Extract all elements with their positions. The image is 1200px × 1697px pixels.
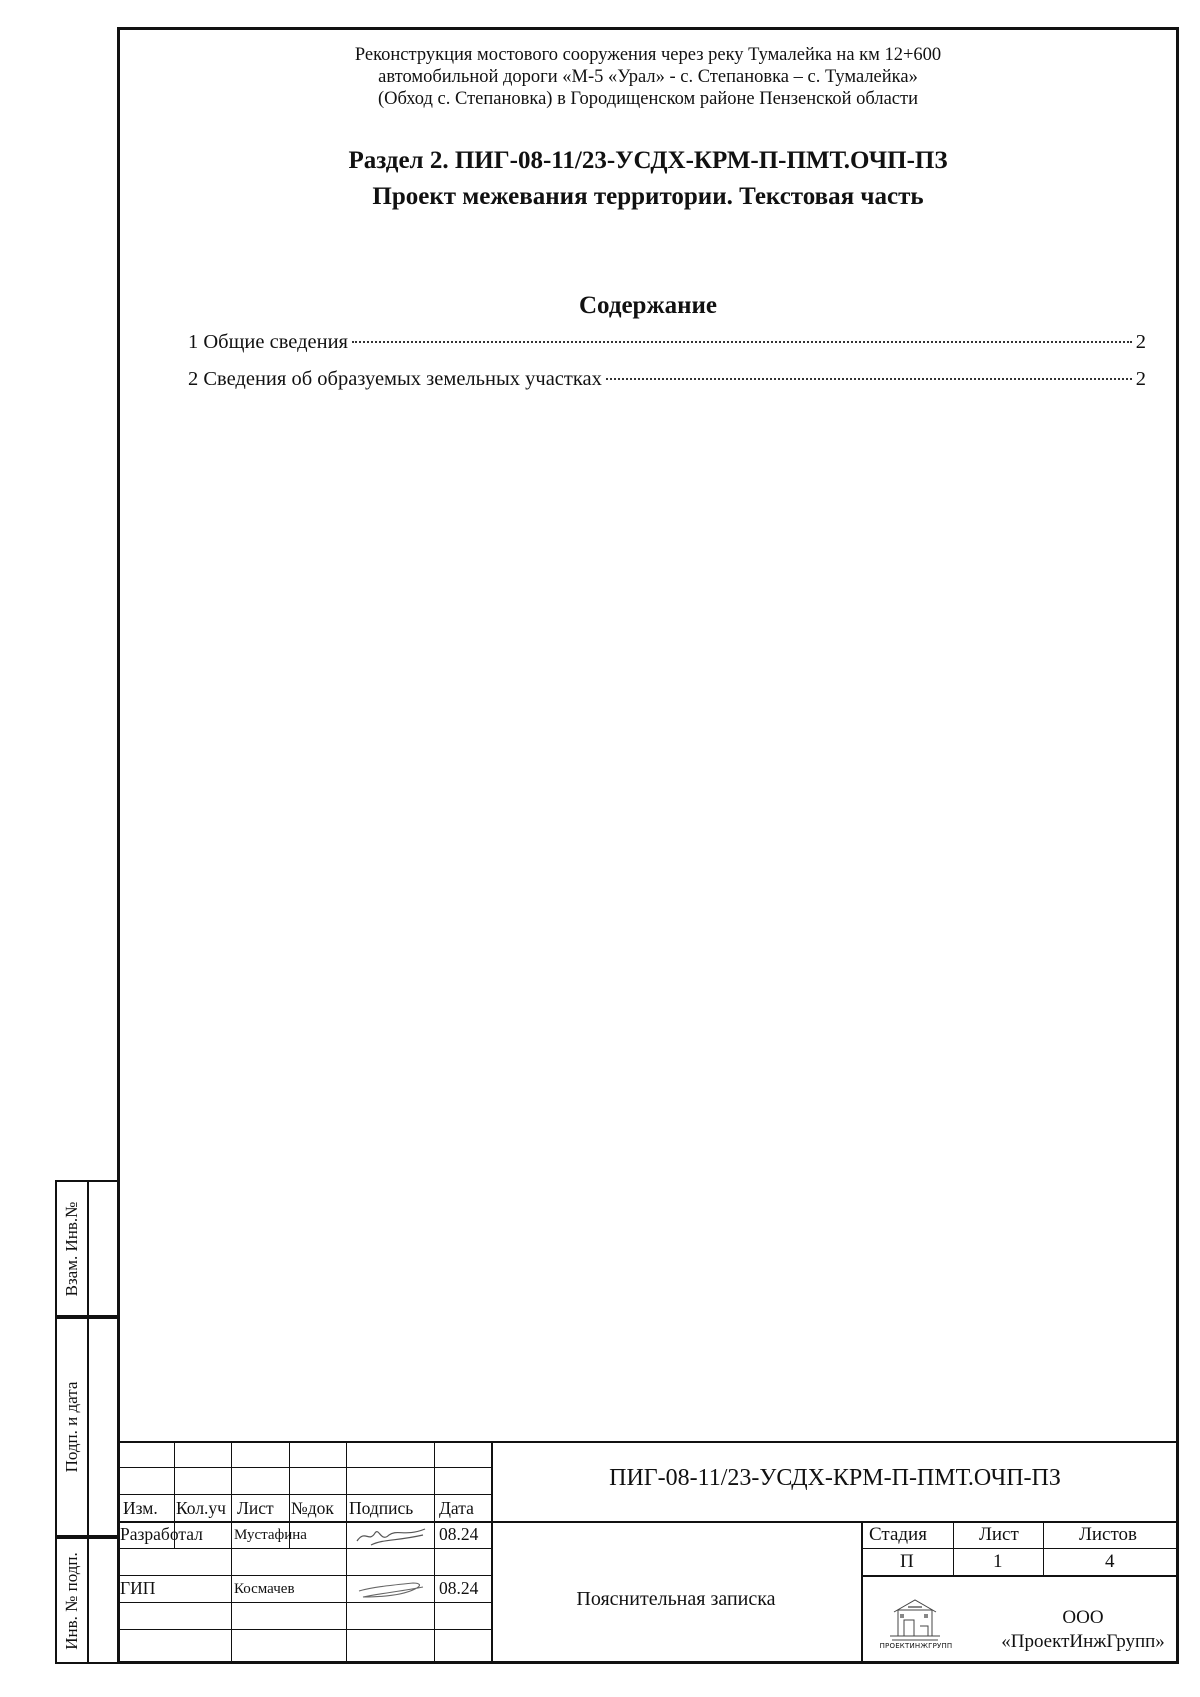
table-of-contents (188, 331, 1146, 405)
toc-item[interactable] (188, 368, 1146, 405)
row-role: ГИП (120, 1578, 156, 1598)
side-stamp-vzam (55, 1180, 117, 1317)
sheet-label: Лист (979, 1524, 1019, 1545)
sheets-value: 4 (1105, 1551, 1115, 1572)
page-frame (117, 27, 1179, 1664)
col-izm: Изм. (123, 1498, 158, 1518)
document-code: ПИГ-08-11/23-УСДХ-КРМ-П-ПМТ.ОЧП-ПЗ (609, 1465, 1061, 1491)
side-label-vzam: Взам. Инв.№ (62, 1201, 81, 1296)
side-stamp-podp (55, 1317, 117, 1537)
stage-label: Стадия (869, 1524, 927, 1545)
toc-heading: Содержание (578, 292, 717, 319)
document-header (117, 44, 1179, 110)
row-role: Разработал (120, 1524, 203, 1544)
toc-leader (606, 378, 1132, 380)
company-logo (870, 1596, 962, 1654)
title-block (117, 1441, 1179, 1664)
col-data: Дата (439, 1498, 474, 1518)
row-date: 08.24 (439, 1578, 479, 1598)
section-title-line-1: Раздел 2. ПИГ-08-11/23-УСДХ-КРМ-П-ПМТ.ОЧП-ПЗ (348, 147, 948, 174)
toc-item-label: 1 Общие сведения (188, 331, 348, 353)
sheet-value: 1 (993, 1551, 1003, 1572)
toc-item-page: 2 (1135, 331, 1146, 353)
signature-2 (353, 1579, 429, 1601)
col-podpis: Подпись (349, 1498, 414, 1518)
signature-1 (353, 1525, 429, 1547)
toc-item-page: 2 (1135, 368, 1146, 390)
company-line-1: ООО (1062, 1607, 1104, 1628)
section-title (117, 143, 1179, 215)
side-stamp-inv (55, 1537, 117, 1664)
toc-item-label: 2 Сведения об образуемых земельных участках (188, 368, 602, 390)
toc-item[interactable] (188, 331, 1146, 368)
sheets-label: Листов (1079, 1524, 1138, 1545)
company-name (987, 1606, 1179, 1654)
header-line-2: автомобильной дороги «М-5 «Урал» - с. Степановка – с. Тумалейка» (378, 67, 918, 87)
side-label-podp: Подп. и дата (62, 1381, 81, 1473)
logo-caption: ПРОЕКТИНЖГРУПП (879, 1642, 953, 1650)
row-name: Космачев (234, 1581, 295, 1597)
stage-value: П (900, 1551, 914, 1572)
header-line-1: Реконструкция мостового сооружения через реку Тумалейка на км 12+600 (354, 45, 942, 65)
col-kol: Кол.уч (176, 1498, 226, 1518)
row-date: 08.24 (439, 1524, 479, 1544)
col-list: Лист (237, 1498, 274, 1518)
section-title-line-2: Проект межевания территории. Текстовая часть (372, 183, 924, 210)
header-line-3: (Обход с. Степановка) в Городищенском районе Пензенской области (377, 89, 918, 109)
side-label-inv: Инв. № подп. (62, 1551, 81, 1650)
company-line-2: «ПроектИнжГрупп» (1001, 1631, 1165, 1652)
row-name: Мустафина (234, 1527, 307, 1543)
toc-leader (352, 341, 1132, 343)
document-name: Пояснительная записка (576, 1588, 776, 1610)
col-ndok: №док (291, 1498, 334, 1518)
